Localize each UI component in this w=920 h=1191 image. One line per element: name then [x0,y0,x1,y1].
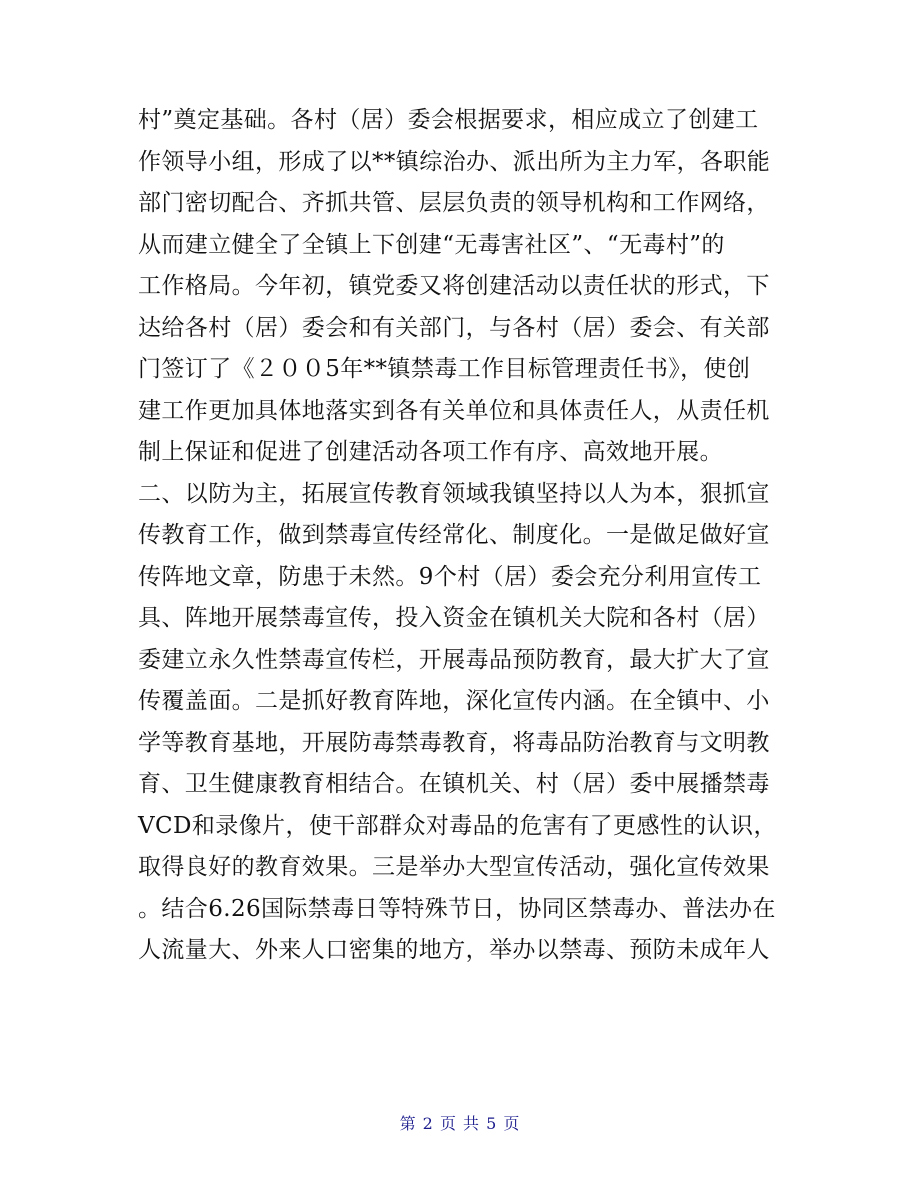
text-line: 人流量大、外来人口密集的地方，举办以禁毒、预防未成年人 [138,937,770,963]
text-line: 门签订了《２００5年**镇禁毒工作目标管理责任书》，使创 [138,356,751,382]
text-line: VCD和录像片，使干部群众对毒品的危害有了更感性的认识， [138,812,777,839]
text-line: 二、以防为主，拓展宣传教育领域我镇坚持以人为本，狠抓宣 [138,480,770,507]
text-line: 制上保证和促进了创建活动各项工作有序、高效地开展。 [138,439,723,465]
text-line: 学等教育基地，开展防毒禁毒教育，将毒品防治教育与文明教 [138,729,770,756]
document-body [138,100,788,972]
text-line: 建工作更加具体地落实到各有关单位和具体责任人，从责任机 [138,397,770,424]
text-line: 作领导小组，形成了以**镇综治办、派出所为主力军，各职能 [138,148,771,175]
text-line: 工作格局。今年初，镇党委又将创建活动以责任状的形式，下 [138,273,770,299]
text-line: 育、卫生健康教育相结合。在镇机关、村（居）委中展播禁毒 [138,771,770,797]
text-line: 村”奠定基础。各村（居）委会根据要求，相应成立了创建工 [138,107,759,133]
text-line: 部门密切配合、齐抓共管、层层负责的领导机构和工作网络， [138,190,770,216]
text-line: 达给各村（居）委会和有关部门，与各村（居）委会、有关部 [138,314,770,341]
text-line: 传教育工作，做到禁毒宣传经常化、制度化。一是做足做好宣 [138,522,770,548]
text-line: 具、阵地开展禁毒宣传，投入资金在镇机关大院和各村（居） [138,605,770,631]
text-line: 传覆盖面。二是抓好教育阵地，深化宣传内涵。在全镇中、小 [138,688,770,714]
page-number-footer: 第 2 页 共 5 页 [399,1114,521,1133]
text-line: 取得良好的教育效果。三是举办大型宣传活动，强化宣传效果 [138,854,770,880]
text-line: 委建立永久性禁毒宣传栏，开展毒品预防教育，最大扩大了宣 [138,646,770,673]
text-line: 。结合6.26国际禁毒日等特殊节日，协同区禁毒办、普法办在 [138,895,776,922]
text-line: 从而建立健全了全镇上下创建“无毒害社区”、“无毒村”的 [138,231,725,258]
text-line: 传阵地文章，防患于未然。9个村（居）委会充分利用宣传工 [138,563,762,590]
